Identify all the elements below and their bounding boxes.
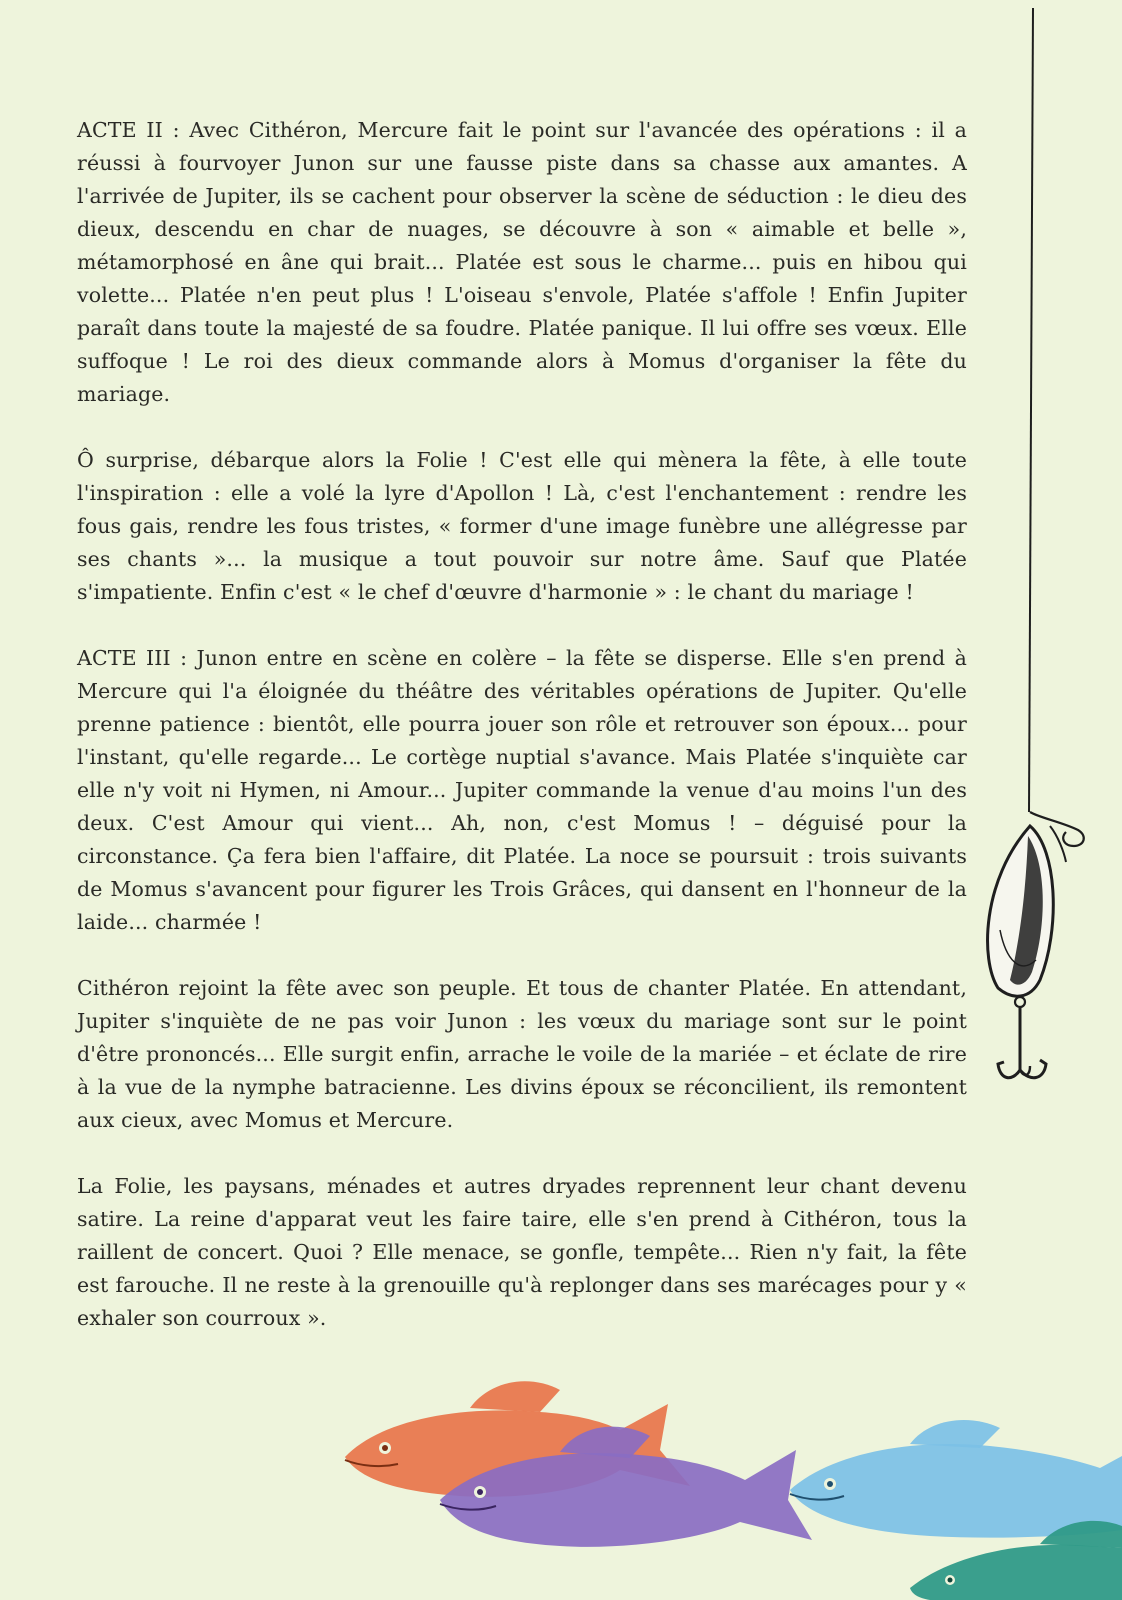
paragraph-citheron: Cithéron rejoint la fête avec son peuple. Et tous de chanter Platée. En attendant, Jupiter s'inquiète de ne pas voir Junon : les vœux du mariage sont sur le point d'être prononcés... Elle surgit enfin, arrache le voile de la mariée – et éclate de rire à la vue de la nymphe batracienne. Les divins époux se réconcilient, ils remontent aux cieux, avec Momus et Mercure. [77,976,967,1132]
paragraph-folie: Ô surprise, débarque alors la Folie ! C'est elle qui mènera la fête, à elle toute l'inspiration : elle a volé la lyre d'Apollon ! Là, c'est l'enchantement : rendre les fous gais, rendre les fous tristes, « former d'une image funèbre une allégresse par ses chants »... la musique a tout pouvoir sur notre âme. Sauf que Platée s'impatiente. Enfin c'est « le chef d'œuvre d'harmonie » : le chant du mariage ! [77,448,967,604]
paragraph-finale: La Folie, les paysans, ménades et autres dryades reprennent leur chant devenu satire. La reine d'apparat veut les faire taire, elle s'en prend à Cithéron, tous la raillent de concert. Quoi ? Elle menace, se gonfle, tempête... Rien n'y fait, la fête est farouche. Il ne reste à la grenouille qu'à replonger dans ses marécages pour y « exhaler son courroux ». [77,1174,967,1330]
blue-trout-icon [790,1420,1122,1538]
paragraph-acte-ii: ACTE II : Avec Cithéron, Mercure fait le point sur l'avancée des opérations : il a réussi à fourvoyer Junon sur une fausse piste dans sa chasse aux amantes. A l'arrivée de Jupiter, ils se cachent pour observer la scène de séduction : le dieu des dieux, descendu en char de nuages, se découvre à son « aimable et belle », métamorphosé en âne qui brait... Platée est sous le charme... puis en hibou qui volette... Platée n'en peut plus ! L'oiseau s'envole, Platée s'affole ! Enfin Jupiter paraît dans toute la majesté de sa foudre. Platée panique. Il lui offre ses vœux. Elle suffoque ! Le roi des dieux commande alors à Momus d'organiser la fête du mariage. [77,118,967,406]
paragraph-acte-iii: ACTE III : Junon entre en scène en colère – la fête se disperse. Elle s'en prend à Mercure qui l'a éloignée du théâtre des véritables opérations de Jupiter. Qu'elle prenne patience : bientôt, elle pourra jouer son rôle et retrouver son époux... pour l'instant, qu'elle regarde... Le cortège nuptial s'avance. Mais Platée s'inquiète car elle n'y voit ni Hymen, ni Amour... Jupiter commande la venue d'au moins l'un des deux. C'est Amour qui vient... Ah, non, c'est Momus ! – déguisé pour la circonstance. Ça fera bien l'affaire, dit Platée. La noce se poursuit : trois suivants de Momus s'avancent pour figurer les Trois Grâces, qui dansent en l'honneur de la laide... charmée ! [77,646,967,934]
